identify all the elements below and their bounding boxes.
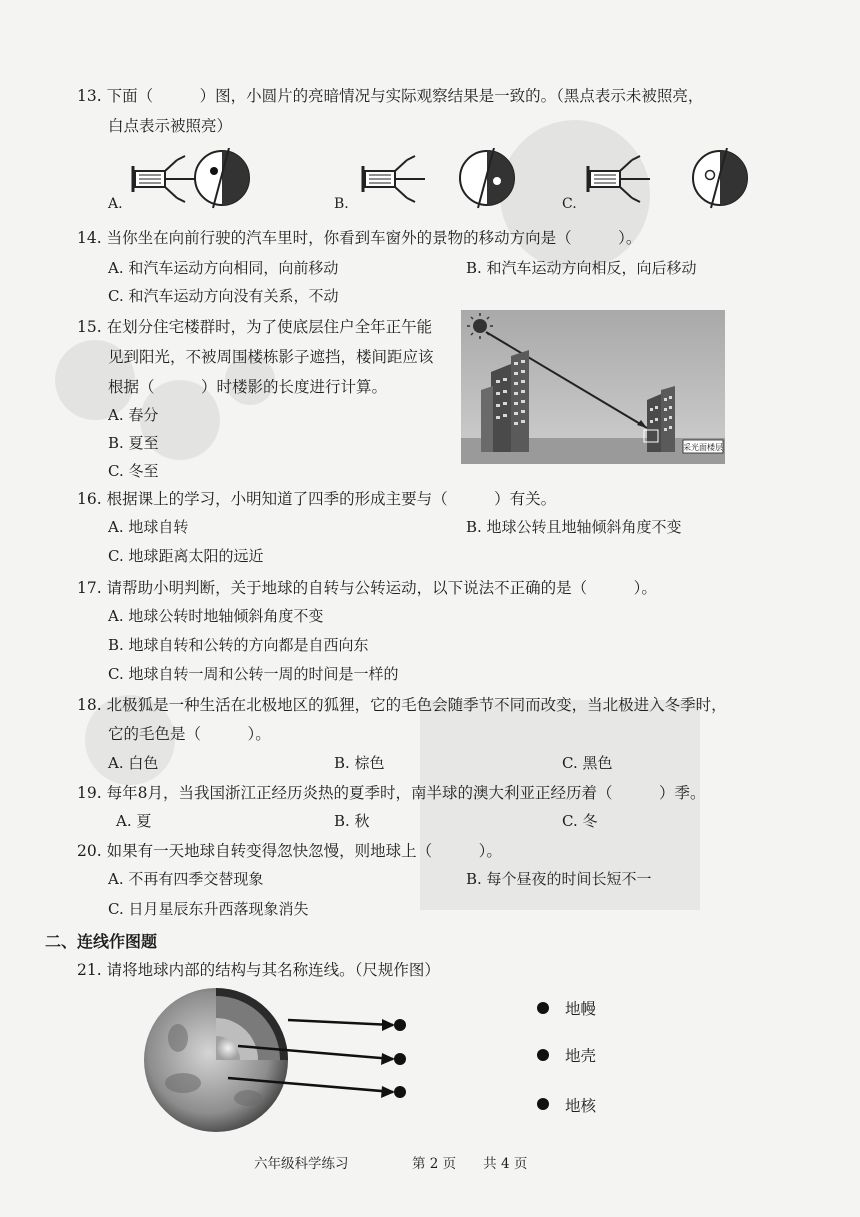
q19-option-a: A. 夏 [116, 812, 152, 830]
q20-option-b: B. 每个昼夜的时间长短不一 [466, 870, 652, 888]
q13-figure-c [588, 148, 747, 208]
q18-option-a: A. 白色 [108, 754, 159, 772]
q18-text: 18. 北极狐是一种生活在北极地区的狐狸，它的毛色会随季节不同而改变，当北极进入冬季时， [77, 696, 727, 714]
q18-option-c: C. 黑色 [562, 754, 613, 772]
q13-figure-b [363, 148, 514, 208]
q15-line-1: 15. 在划分住宅楼群时，为了使底层住户全年正午能 [77, 318, 433, 336]
q16-text: 16. 根据课上的学习，小明知道了四季的形成主要与（ ）有关。 [77, 490, 557, 508]
q13-option-c: C. [562, 196, 577, 212]
q14-option-b: B. 和汽车运动方向相反，向后移动 [466, 259, 697, 277]
q13-figure-a [133, 148, 249, 208]
q15-option-a: A. 春分 [108, 406, 159, 424]
q15-line-2: 见到阳光，不被周围楼栋影子遮挡，楼间距应该 [108, 348, 434, 366]
q18-text-cont: 它的毛色是（ ）。 [108, 725, 271, 743]
q21-label-mantle: 地幔 [565, 1000, 597, 1018]
q21-label-core: 地核 [565, 1097, 597, 1115]
footer-page-number: 第 2 页 共 4 页 [412, 1156, 528, 1172]
q13-figures [125, 148, 765, 210]
q20-option-c: C. 日月星辰东升西落现象消失 [108, 900, 309, 918]
q15-line-3: 根据（ ）时楼影的长度进行计算。 [108, 378, 388, 396]
footer-subject: 六年级科学练习 [254, 1156, 349, 1172]
q16-option-b: B. 地球公转且地轴倾斜角度不变 [466, 518, 682, 536]
q19-text: 19. 每年8月，当我国浙江正经历炎热的夏季时，南半球的澳大利亚正经历着（ ）季。 [77, 784, 706, 802]
q16-option-c: C. 地球距离太阳的远近 [108, 547, 264, 565]
q17-option-b: B. 地球自转和公转的方向都是自西向东 [108, 636, 369, 654]
q16-option-a: A. 地球自转 [108, 518, 189, 536]
q13-option-b: B. [334, 196, 349, 212]
q15-image-label: 采光面楼层 [683, 443, 723, 452]
q19-option-c: C. 冬 [562, 812, 598, 830]
q17-option-a: A. 地球公转时地轴倾斜角度不变 [108, 607, 324, 625]
q14-option-c: C. 和汽车运动方向没有关系，不动 [108, 287, 339, 305]
q21-text: 21. 请将地球内部的结构与其名称连线。（尺规作图） [77, 961, 440, 979]
q21-earth-cutaway [138, 988, 438, 1138]
q13-option-a: A. [108, 196, 123, 212]
q17-option-c: C. 地球自转一周和公转一周的时间是一样的 [108, 665, 399, 683]
q21-label-dots [536, 1000, 550, 1110]
q13-text: 13. 下面（ ）图，小圆片的亮暗情况与实际观察结果是一致的。（黑点表示未被照亮， [77, 87, 704, 105]
q19-option-b: B. 秋 [334, 812, 370, 830]
q15-building-shadow-image [461, 310, 725, 464]
q17-text: 17. 请帮助小明判断，关于地球的自转与公转运动，以下说法不正确的是（ ）。 [77, 579, 657, 597]
q15-option-b: B. 夏至 [108, 434, 159, 452]
q15-option-c: C. 冬至 [108, 462, 159, 480]
q14-option-a: A. 和汽车运动方向相同，向前移动 [108, 259, 339, 277]
q13-text-cont: 白点表示被照亮） [108, 117, 233, 135]
section-2-title: 二、连线作图题 [45, 932, 158, 951]
q20-option-a: A. 不再有四季交替现象 [108, 870, 264, 888]
q20-text: 20. 如果有一天地球自转变得忽快忽慢，则地球上（ ）。 [77, 842, 502, 860]
q21-label-crust: 地壳 [565, 1047, 597, 1065]
q18-option-b: B. 棕色 [334, 754, 385, 772]
q14-text: 14. 当你坐在向前行驶的汽车里时，你看到车窗外的景物的移动方向是（ ）。 [77, 229, 642, 247]
